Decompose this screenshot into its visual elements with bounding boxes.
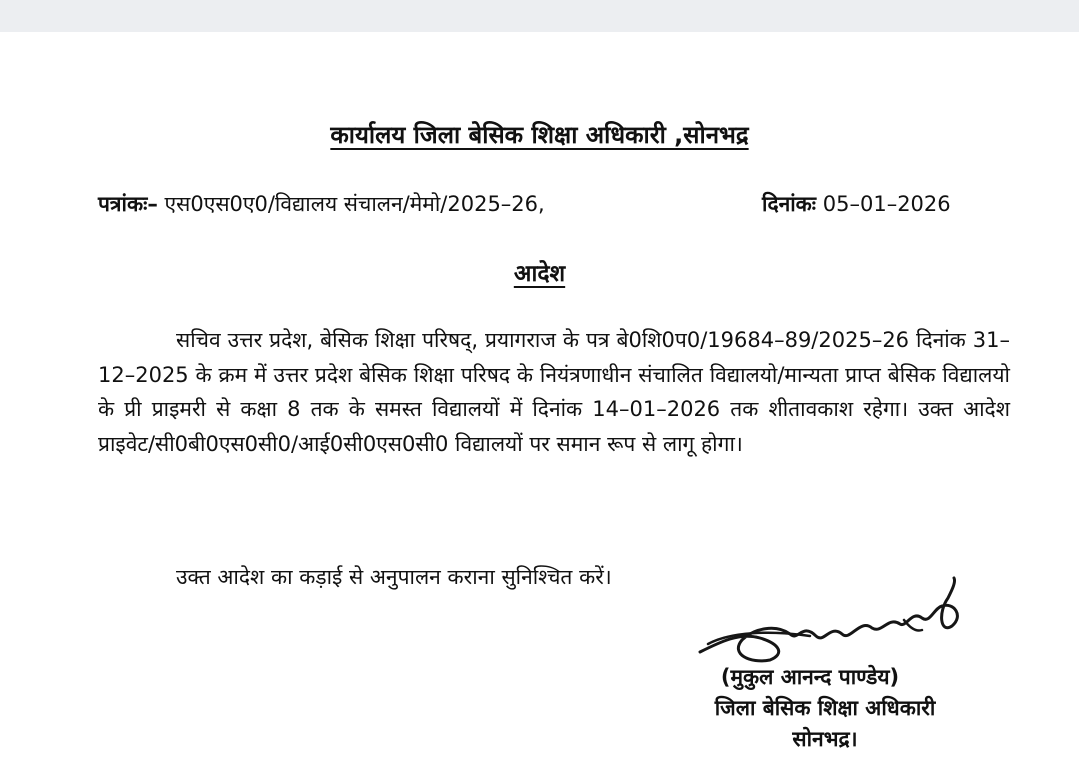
signatory-location: सोनभद्र। bbox=[792, 727, 858, 751]
closing-instruction: उक्त आदेश का कड़ाई से अनुपालन कराना सुनिश्चित करें। bbox=[176, 565, 612, 589]
signatory-name: (मुकुल आनन्द पाण्डेय) bbox=[720, 665, 900, 689]
reference-line bbox=[98, 190, 988, 222]
office-title: कार्यालय जिला बेसिक शिक्षा अधिकारी ,सोनभद्र bbox=[330, 121, 749, 149]
date-label: दिनांकः bbox=[762, 192, 817, 216]
order-heading: आदेश bbox=[513, 261, 566, 287]
handwritten-signature bbox=[690, 572, 990, 672]
reference-label: पत्रांकः– bbox=[98, 192, 158, 216]
reference-number: एस0एस0ए0/विद्यालय संचालन/मेमो/2025–26, bbox=[164, 192, 545, 216]
order-body-paragraph: सचिव उत्तर प्रदेश, बेसिक शिक्षा परिषद्, प्रयागराज के पत्र बे0शि0प0/19684–89/2025–26 दिनांक 31–12–2025 के क्रम में उत्तर प्रदेश बेसिक शिक्षा परिषद के नियंत्रणाधीन संचालित विद्यालयो/मान्यता प्राप्त बेसिक विद्यालयो के प्री प्राइमरी से कक्षा 8 तक के समस्त विद्यालयों में दिनांक 14–01–2026 तक शीतावकाश रहेगा। उक्त आदेश प्राइवेट/सी0बी0एस0सी0/आई0सी0एस0सी0 विद्यालयों पर समान रूप से लागू होगा। bbox=[98, 328, 1010, 456]
signatory-designation: जिला बेसिक शिक्षा अधिकारी bbox=[714, 696, 936, 720]
date-value: 05–01–2026 bbox=[822, 192, 951, 216]
signatory-block bbox=[640, 662, 1010, 755]
date-block bbox=[762, 190, 951, 218]
